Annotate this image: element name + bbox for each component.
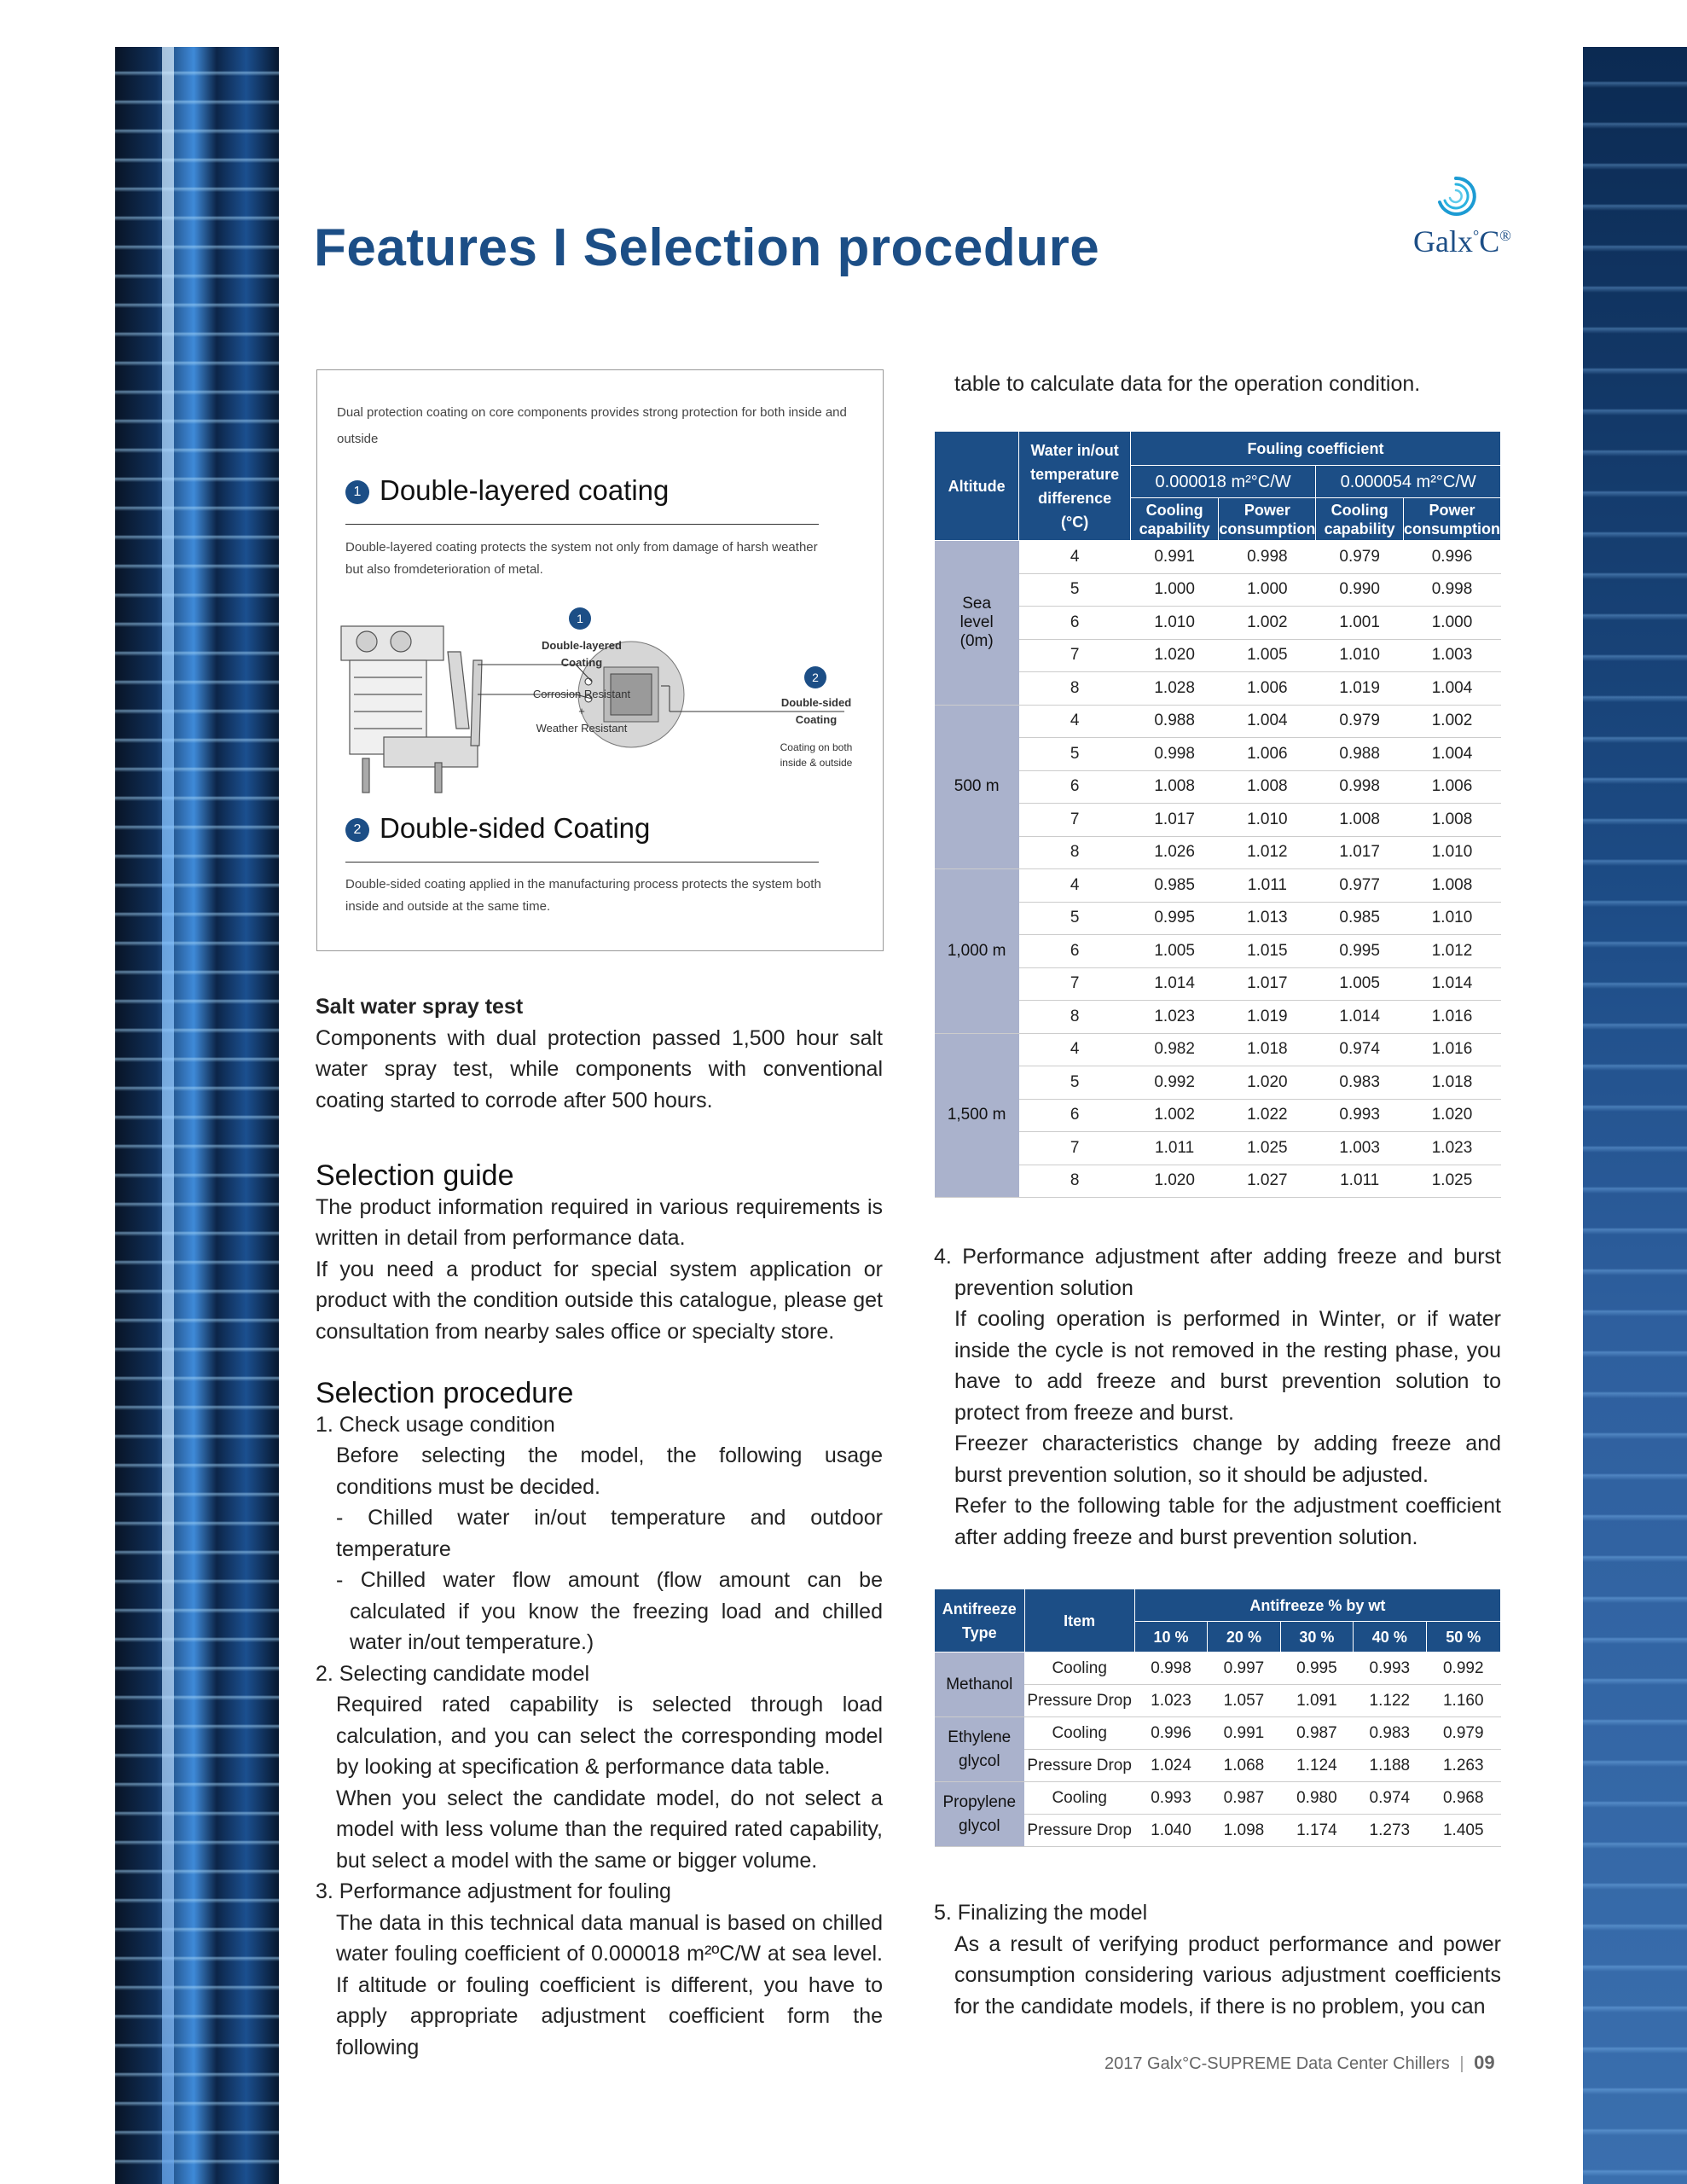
- galxc-swirl-icon: [1435, 175, 1477, 218]
- coefficient-cell: 1.000: [1219, 573, 1316, 607]
- coefficient-cell: 1.027: [1219, 1165, 1316, 1198]
- coefficient-cell: 1.014: [1130, 967, 1218, 1001]
- header-pct-col: 30 %: [1280, 1622, 1353, 1653]
- step-2-text-2: When you select the candidate model, do not select a model with less volume than the required rated capability, but select a model with the same or bigger volume.: [336, 1786, 883, 1873]
- coefficient-cell: 1.019: [1316, 672, 1404, 706]
- header-fouling-2: 0.000054 m²°C/W: [1316, 466, 1501, 498]
- step-2-title: 2. Selecting candidate model: [316, 1661, 590, 1686]
- coefficient-cell: 1.003: [1403, 639, 1500, 672]
- coefficient-cell: 1.057: [1208, 1685, 1280, 1717]
- divider: [345, 862, 819, 863]
- coefficient-cell: 0.996: [1134, 1717, 1207, 1750]
- coefficient-cell: 1.023: [1134, 1685, 1207, 1717]
- coefficient-cell: 1.263: [1426, 1750, 1500, 1782]
- table-row: [935, 607, 1501, 640]
- double-layered-label: Double-layered Coating: [542, 639, 622, 669]
- coefficient-cell: 1.004: [1403, 738, 1500, 771]
- galxc-logo: Galx°C®: [1413, 224, 1511, 258]
- temp-diff-cell: 4: [1019, 1033, 1131, 1066]
- temp-diff-cell: 8: [1019, 1165, 1131, 1198]
- footer-separator: |: [1459, 2054, 1464, 2073]
- footer-text: 2017 Galx°C-SUPREME Data Center Chillers: [1104, 2054, 1450, 2073]
- coefficient-cell: 1.005: [1316, 967, 1404, 1001]
- step-4-text-2: Freezer characteristics change by adding freeze and burst prevention solution, so it should be adjusted.: [954, 1432, 1501, 1487]
- coefficient-cell: 1.012: [1403, 935, 1500, 968]
- header-pct-col: 50 %: [1426, 1622, 1500, 1653]
- coefficient-cell: 0.974: [1316, 1033, 1404, 1066]
- coefficient-cell: 1.010: [1219, 804, 1316, 837]
- coefficient-cell: 1.008: [1403, 869, 1500, 903]
- table-row: [935, 573, 1501, 607]
- coefficient-cell: 0.998: [1403, 573, 1500, 607]
- chiller-exploded-illustration: [341, 626, 482, 793]
- coefficient-cell: 1.003: [1316, 1132, 1404, 1165]
- double-sided-desc: Double-sided coating applied in the manufacturing process protects the system both inside and outside at the same time.: [345, 877, 821, 914]
- coefficient-cell: 1.008: [1403, 804, 1500, 837]
- coefficient-cell: 0.998: [1134, 1653, 1207, 1685]
- temp-diff-cell: 5: [1019, 738, 1131, 771]
- temp-diff-cell: 8: [1019, 1001, 1131, 1034]
- coefficient-cell: 1.174: [1280, 1815, 1353, 1847]
- coating-feature-box: [316, 369, 884, 951]
- guide-paragraph-2: If you need a product for special system application or product with the condition outside this catalogue, please get consultation from nearby sales office or specialty store.: [316, 1257, 883, 1344]
- coefficient-cell: 1.000: [1403, 607, 1500, 640]
- coefficient-cell: 0.980: [1280, 1782, 1353, 1815]
- coefficient-cell: 0.996: [1403, 541, 1500, 574]
- temp-diff-cell: 8: [1019, 672, 1131, 706]
- step-1-title: 1. Check usage condition: [316, 1412, 555, 1437]
- right-column-step-4: [934, 1241, 1501, 1553]
- coefficient-cell: 1.010: [1316, 639, 1404, 672]
- coefficient-cell: 0.977: [1316, 869, 1404, 903]
- coefficient-cell: 1.005: [1130, 935, 1218, 968]
- step-5-title: 5. Finalizing the model: [934, 1901, 1148, 1925]
- coefficient-cell: 0.993: [1316, 1099, 1404, 1132]
- coefficient-cell: 1.020: [1130, 1165, 1218, 1198]
- table-row: [935, 1653, 1501, 1685]
- coefficient-cell: 0.991: [1130, 541, 1218, 574]
- temp-diff-cell: 7: [1019, 967, 1131, 1001]
- antifreeze-type-cell: Methanol: [935, 1653, 1025, 1717]
- salt-test-title: Salt water spray test: [316, 995, 524, 1019]
- item-cell: Cooling: [1024, 1653, 1134, 1685]
- coefficient-cell: 1.098: [1208, 1815, 1280, 1847]
- guide-paragraph-1: The product information required in various requirements is written in detail from performance data.: [316, 1194, 883, 1250]
- coefficient-cell: 1.023: [1130, 1001, 1218, 1034]
- coefficient-cell: 1.014: [1403, 967, 1500, 1001]
- table-row: [935, 672, 1501, 706]
- table-row: [935, 639, 1501, 672]
- altitude-cell: 1,000 m: [935, 869, 1019, 1034]
- table-row: [935, 935, 1501, 968]
- table-row: [935, 1033, 1501, 1066]
- step-4-text-1: If cooling operation is performed in Winter, or if water inside the cycle is not removed in the resting phase, you have to add freeze and burst prevention solution to protect from freeze and burst.: [954, 1307, 1501, 1425]
- coefficient-cell: 1.006: [1219, 672, 1316, 706]
- coefficient-cell: 1.006: [1403, 770, 1500, 804]
- left-column: [316, 991, 883, 2063]
- coefficient-cell: 1.013: [1219, 902, 1316, 935]
- coefficient-cell: 1.018: [1219, 1033, 1316, 1066]
- header-antifreeze-type: Antifreeze Type: [935, 1589, 1025, 1653]
- temp-diff-cell: 7: [1019, 804, 1131, 837]
- coefficient-cell: 0.993: [1134, 1782, 1207, 1815]
- step-3-title: 3. Performance adjustment for fouling: [316, 1879, 671, 1903]
- double-sided-heading: 2 Double-sided Coating: [345, 812, 650, 845]
- coefficient-cell: 1.006: [1219, 738, 1316, 771]
- header-item: Item: [1024, 1589, 1134, 1653]
- coefficient-cell: 1.020: [1403, 1099, 1500, 1132]
- coefficient-cell: 1.024: [1134, 1750, 1207, 1782]
- coefficient-cell: 0.990: [1316, 573, 1404, 607]
- coefficient-cell: 1.022: [1219, 1099, 1316, 1132]
- table-row: [935, 1001, 1501, 1034]
- coefficient-cell: 1.018: [1403, 1066, 1500, 1100]
- coefficient-cell: 0.995: [1130, 902, 1218, 935]
- step-2-text-1: Required rated capability is selected through load calculation, and you can select the corresponding model by looking at specification & performance data table.: [336, 1693, 883, 1779]
- step-3-text: The data in this technical data manual is based on chilled water fouling coefficient of 0.000018 m²ºC/W at sea level. If altitude or fouling coefficient is different, you have to apply appropriate adjustment coefficient form the following: [336, 1910, 883, 2059]
- item-cell: Pressure Drop: [1024, 1750, 1134, 1782]
- coefficient-cell: 0.985: [1130, 869, 1218, 903]
- coefficient-cell: 0.985: [1316, 902, 1404, 935]
- temp-diff-cell: 4: [1019, 869, 1131, 903]
- coefficient-cell: 0.998: [1130, 738, 1218, 771]
- coefficient-cell: 1.026: [1130, 836, 1218, 869]
- coefficient-cell: 0.993: [1354, 1653, 1426, 1685]
- header-pct-col: 10 %: [1134, 1622, 1207, 1653]
- table-row: [935, 804, 1501, 837]
- coefficient-cell: 1.020: [1219, 1066, 1316, 1100]
- coefficient-cell: 1.091: [1280, 1685, 1353, 1717]
- header-cooling: Cooling capability: [1316, 498, 1404, 541]
- coefficient-cell: 0.968: [1426, 1782, 1500, 1815]
- coefficient-cell: 1.008: [1130, 770, 1218, 804]
- salt-test-text: Components with dual protection passed 1,500 hour salt water spray test, while components with conventional coating started to corrode after 500 hours.: [316, 1025, 883, 1112]
- coefficient-cell: 1.002: [1219, 607, 1316, 640]
- header-pct-col: 40 %: [1354, 1622, 1426, 1653]
- double-layered-heading: 1 Double-layered coating: [345, 474, 669, 507]
- header-fouling: Fouling coefficient: [1130, 432, 1500, 466]
- server-rack-photo-left: [115, 47, 279, 2184]
- temp-diff-cell: 6: [1019, 770, 1131, 804]
- header-antifreeze-pct: Antifreeze % by wt: [1134, 1589, 1500, 1622]
- coefficient-cell: 1.160: [1426, 1685, 1500, 1717]
- temp-diff-cell: 4: [1019, 541, 1131, 574]
- fouling-adjustment-table: [934, 431, 1501, 1198]
- item-cell: Pressure Drop: [1024, 1685, 1134, 1717]
- right-column-step-5: [934, 1897, 1501, 2022]
- table-row: [935, 902, 1501, 935]
- coefficient-cell: 1.188: [1354, 1750, 1426, 1782]
- both-sides-label: Coating on both inside & outside: [780, 741, 853, 769]
- coefficient-cell: 1.025: [1403, 1165, 1500, 1198]
- header-power: Power consumption: [1403, 498, 1500, 541]
- coefficient-cell: 1.017: [1219, 967, 1316, 1001]
- coefficient-cell: 1.010: [1130, 607, 1218, 640]
- coefficient-cell: 1.040: [1134, 1815, 1207, 1847]
- coefficient-cell: 1.016: [1403, 1001, 1500, 1034]
- antifreeze-adjustment-table: [934, 1589, 1501, 1847]
- item-cell: Cooling: [1024, 1717, 1134, 1750]
- altitude-cell: 500 m: [935, 705, 1019, 869]
- coefficient-cell: 1.014: [1316, 1001, 1404, 1034]
- coefficient-cell: 1.023: [1403, 1132, 1500, 1165]
- coefficient-cell: 1.015: [1219, 935, 1316, 968]
- coefficient-cell: 0.992: [1130, 1066, 1218, 1100]
- coefficient-cell: 1.012: [1219, 836, 1316, 869]
- temp-diff-cell: 5: [1019, 902, 1131, 935]
- server-rack-photo-right: [1583, 47, 1687, 2184]
- table-row: [935, 967, 1501, 1001]
- coefficient-cell: 1.405: [1426, 1815, 1500, 1847]
- table-row: [935, 1066, 1501, 1100]
- coefficient-cell: 0.987: [1280, 1717, 1353, 1750]
- coefficient-cell: 1.017: [1130, 804, 1218, 837]
- table-row: [935, 770, 1501, 804]
- coefficient-cell: 1.000: [1130, 573, 1218, 607]
- selection-guide-title: Selection guide: [316, 1159, 514, 1192]
- continued-text: table to calculate data for the operation condition.: [954, 372, 1421, 396]
- table-row: [935, 1717, 1501, 1750]
- coefficient-cell: 1.004: [1219, 705, 1316, 738]
- header-cooling: Cooling capability: [1130, 498, 1218, 541]
- temp-diff-cell: 5: [1019, 1066, 1131, 1100]
- table-row: [935, 541, 1501, 574]
- coefficient-cell: 1.002: [1130, 1099, 1218, 1132]
- coefficient-cell: 1.008: [1219, 770, 1316, 804]
- coating-intro: Dual protection coating on core components provides strong protection for both inside and outside: [337, 405, 847, 446]
- coefficient-cell: 1.005: [1219, 639, 1316, 672]
- temp-diff-cell: 5: [1019, 573, 1131, 607]
- step-1-bullet-1: - Chilled water in/out temperature and outdoor temperature: [336, 1506, 883, 1561]
- coefficient-cell: 1.011: [1130, 1132, 1218, 1165]
- coefficient-cell: 1.017: [1316, 836, 1404, 869]
- coefficient-cell: 0.979: [1316, 705, 1404, 738]
- selection-procedure-title: Selection procedure: [316, 1377, 574, 1409]
- header-altitude: Altitude: [935, 432, 1019, 541]
- coefficient-cell: 0.987: [1208, 1782, 1280, 1815]
- coefficient-cell: 0.983: [1354, 1717, 1426, 1750]
- coefficient-cell: 0.992: [1426, 1653, 1500, 1685]
- double-sided-label: Double-sided Coating: [780, 696, 852, 726]
- item-cell: Cooling: [1024, 1782, 1134, 1815]
- coefficient-cell: 1.010: [1403, 836, 1500, 869]
- temp-diff-cell: 7: [1019, 1132, 1131, 1165]
- coefficient-cell: 0.979: [1316, 541, 1404, 574]
- page-number: 09: [1474, 2052, 1495, 2073]
- coefficient-cell: 0.983: [1316, 1066, 1404, 1100]
- coefficient-cell: 1.016: [1403, 1033, 1500, 1066]
- coefficient-cell: 1.011: [1316, 1165, 1404, 1198]
- double-layered-desc: Double-layered coating protects the system not only from damage of harsh weather but also fromdeterioration of metal.: [345, 540, 818, 577]
- step-5-text: As a result of verifying product performance and power consumption considering various adjustment coefficients for the candidate models, if there is no problem, you can: [954, 1931, 1501, 2018]
- antifreeze-type-cell: Propylene glycol: [935, 1782, 1025, 1847]
- table-row: [935, 869, 1501, 903]
- coefficient-cell: 1.028: [1130, 672, 1218, 706]
- divider: [345, 524, 819, 525]
- coefficient-cell: 1.020: [1130, 639, 1218, 672]
- coefficient-cell: 1.001: [1316, 607, 1404, 640]
- table-row: [935, 1099, 1501, 1132]
- coefficient-cell: 0.991: [1208, 1717, 1280, 1750]
- coefficient-cell: 1.010: [1403, 902, 1500, 935]
- temp-diff-cell: 6: [1019, 935, 1131, 968]
- coefficient-cell: 1.011: [1219, 869, 1316, 903]
- coefficient-cell: 1.124: [1280, 1750, 1353, 1782]
- temp-diff-cell: 6: [1019, 1099, 1131, 1132]
- table-row: [935, 1132, 1501, 1165]
- coefficient-cell: 0.974: [1354, 1782, 1426, 1815]
- step-1-bullet-2: - Chilled water flow amount (flow amount can be calculated if you know the freezing load and chilled water in/out temperature.): [336, 1568, 883, 1654]
- step-1-text: Before selecting the model, the following usage conditions must be decided.: [336, 1443, 883, 1499]
- antifreeze-type-cell: Ethylene glycol: [935, 1717, 1025, 1782]
- header-fouling-1: 0.000018 m²°C/W: [1130, 466, 1315, 498]
- table-row: [935, 705, 1501, 738]
- temp-diff-cell: 7: [1019, 639, 1131, 672]
- coefficient-cell: 0.995: [1280, 1653, 1353, 1685]
- coefficient-cell: 0.988: [1316, 738, 1404, 771]
- coefficient-cell: 0.995: [1316, 935, 1404, 968]
- coefficient-cell: 1.273: [1354, 1815, 1426, 1847]
- coefficient-cell: 0.979: [1426, 1717, 1500, 1750]
- table-row: [935, 1782, 1501, 1815]
- coefficient-cell: 0.998: [1219, 541, 1316, 574]
- table-row: [935, 738, 1501, 771]
- altitude-cell: 1,500 m: [935, 1033, 1019, 1198]
- header-pct-col: 20 %: [1208, 1622, 1280, 1653]
- coefficient-cell: 1.019: [1219, 1001, 1316, 1034]
- coefficient-cell: 0.998: [1316, 770, 1404, 804]
- coefficient-cell: 1.004: [1403, 672, 1500, 706]
- coefficient-cell: 1.002: [1403, 705, 1500, 738]
- coefficient-cell: 0.982: [1130, 1033, 1218, 1066]
- coefficient-cell: 0.997: [1208, 1653, 1280, 1685]
- temp-diff-cell: 6: [1019, 607, 1131, 640]
- temp-diff-cell: 8: [1019, 836, 1131, 869]
- resistance-label: Corrosion Resistant + Weather Resistant: [532, 688, 631, 735]
- step-4-title: 4. Performance adjustment after adding freeze and burst prevention solution: [934, 1245, 1501, 1300]
- temp-diff-cell: 4: [1019, 705, 1131, 738]
- coefficient-cell: 1.122: [1354, 1685, 1426, 1717]
- item-cell: Pressure Drop: [1024, 1815, 1134, 1847]
- altitude-cell: Sea level (0m): [935, 541, 1019, 706]
- header-water-temp: Water in/out temperature difference (°C): [1019, 432, 1131, 541]
- table-row: [935, 1165, 1501, 1198]
- coefficient-cell: 0.988: [1130, 705, 1218, 738]
- page-title: Features I Selection procedure: [314, 218, 1100, 277]
- header-power: Power consumption: [1219, 498, 1316, 541]
- coefficient-cell: 1.068: [1208, 1750, 1280, 1782]
- badge-2: 2: [804, 666, 826, 688]
- coefficient-cell: 1.025: [1219, 1132, 1316, 1165]
- step-4-text-3: Refer to the following table for the adjustment coefficient after adding freeze and burst prevention solution.: [954, 1494, 1501, 1549]
- page-footer: [1104, 2052, 1495, 2074]
- table-row: [935, 836, 1501, 869]
- badge-1: 1: [569, 607, 591, 630]
- coefficient-cell: 1.008: [1316, 804, 1404, 837]
